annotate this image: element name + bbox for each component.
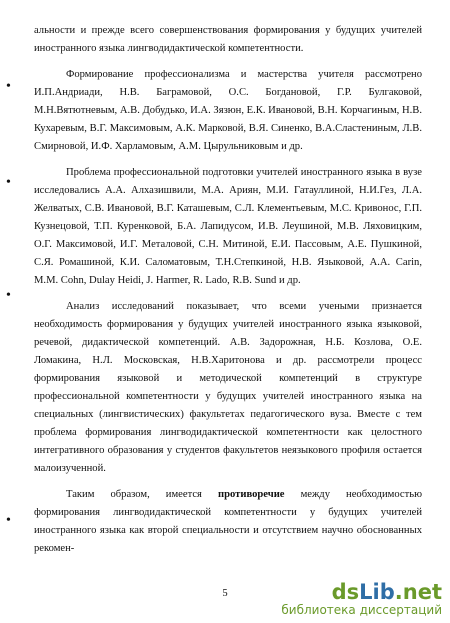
paragraph-text: Таким образом, имеется <box>66 489 218 500</box>
paragraph: Проблема профессиональной подготовки учителей иностранного языка в вузе исследовались А.А. Алхазишвили, М.А. Ариян, М.И. Гатауллиной, Н.И.Гез, Л.А. Желватых, С.В. Ивановой, В.Г. Каташевым, С.Л. Клементьевым, М.С. Кривонос, Г.П. Кузнецовой, Т.П. Куренковой, Б.А. Лапидусом, И.В. Леушиной, М.В. Ляховицким, О.Г. Максимовой, И.Г. Металовой, С.Н. Митиной, Е.И. Пассовым, А.Е. Пушкиной, С.Я. Ромашиной, К.И. Саломатовым, Т.Н.Степкиной, Н.В. Языковой, А.А. Carin, M.M. Cohn, Dulay Heidi, J. Harmer, R. Lado, R.B. Sund и др. <box>34 167 422 286</box>
margin-mark: • <box>6 288 11 303</box>
margin-mark: • <box>6 79 11 94</box>
paragraph: Формирование профессионализма и мастерства учителя рассмотрено И.П.Андриади, Н.В. Баграмовой, О.С. Богдановой, Г.Р. Булгаковой, М.Н.Вятютневым, А.В. Добудько, И.А. Зязюн, Е.К. Ивановой, В.Н. Корчагиным, Н.В. Кухаревым, В.Г. Максимовым, А.К. Марковой, В.Я. Синенко, В.А.Сластениным, Л.В. Смирновой, И.Ф. Харламовым, А.М. Цырульниковым и др. <box>34 69 422 152</box>
paragraph: альности и прежде всего совершенствования формирования у будущих учителей иностранного языка лингводидактической компетентности. <box>34 25 422 54</box>
page-number: 5 <box>222 588 228 599</box>
watermark <box>281 582 442 617</box>
margin-mark: • <box>6 513 11 528</box>
body-text <box>34 22 422 558</box>
margin-mark: • <box>6 175 11 190</box>
watermark-subtitle: библиотека диссертаций <box>281 603 442 617</box>
paragraph: Анализ исследований показывает, что всеми учеными признается необходимость формирования у будущих учителей иностранного языка языковой, речевой, дидактической компетенций. А.В. Задорожная, Н.Б. Козлова, О.Е. Ломакина, Н.Л. Московская, Н.В.Харитонова и др. рассмотрели процесс формирования языковой и методической компетенций в структуре профессиональной компетентности у будущих учителей иностранного языка на специальных (лингвистических) факультетах педагогического вуза. Вместе с тем проблема формирования лингводидактической компетентности как целостного интегративного образования у студентов факультетов неязыкового профиля остается малоизученной. <box>34 301 422 474</box>
watermark-logo: dsLib.net <box>331 580 442 604</box>
paragraph-text: между необходимостью формирования лингводидактической компетентности у будущих учителей иностранного языка как второй специальности и отсутствием научно обоснованных рекомен- <box>34 489 422 554</box>
paragraph-contradiction <box>34 486 422 558</box>
emphasis-term: противоречие <box>217 489 285 500</box>
